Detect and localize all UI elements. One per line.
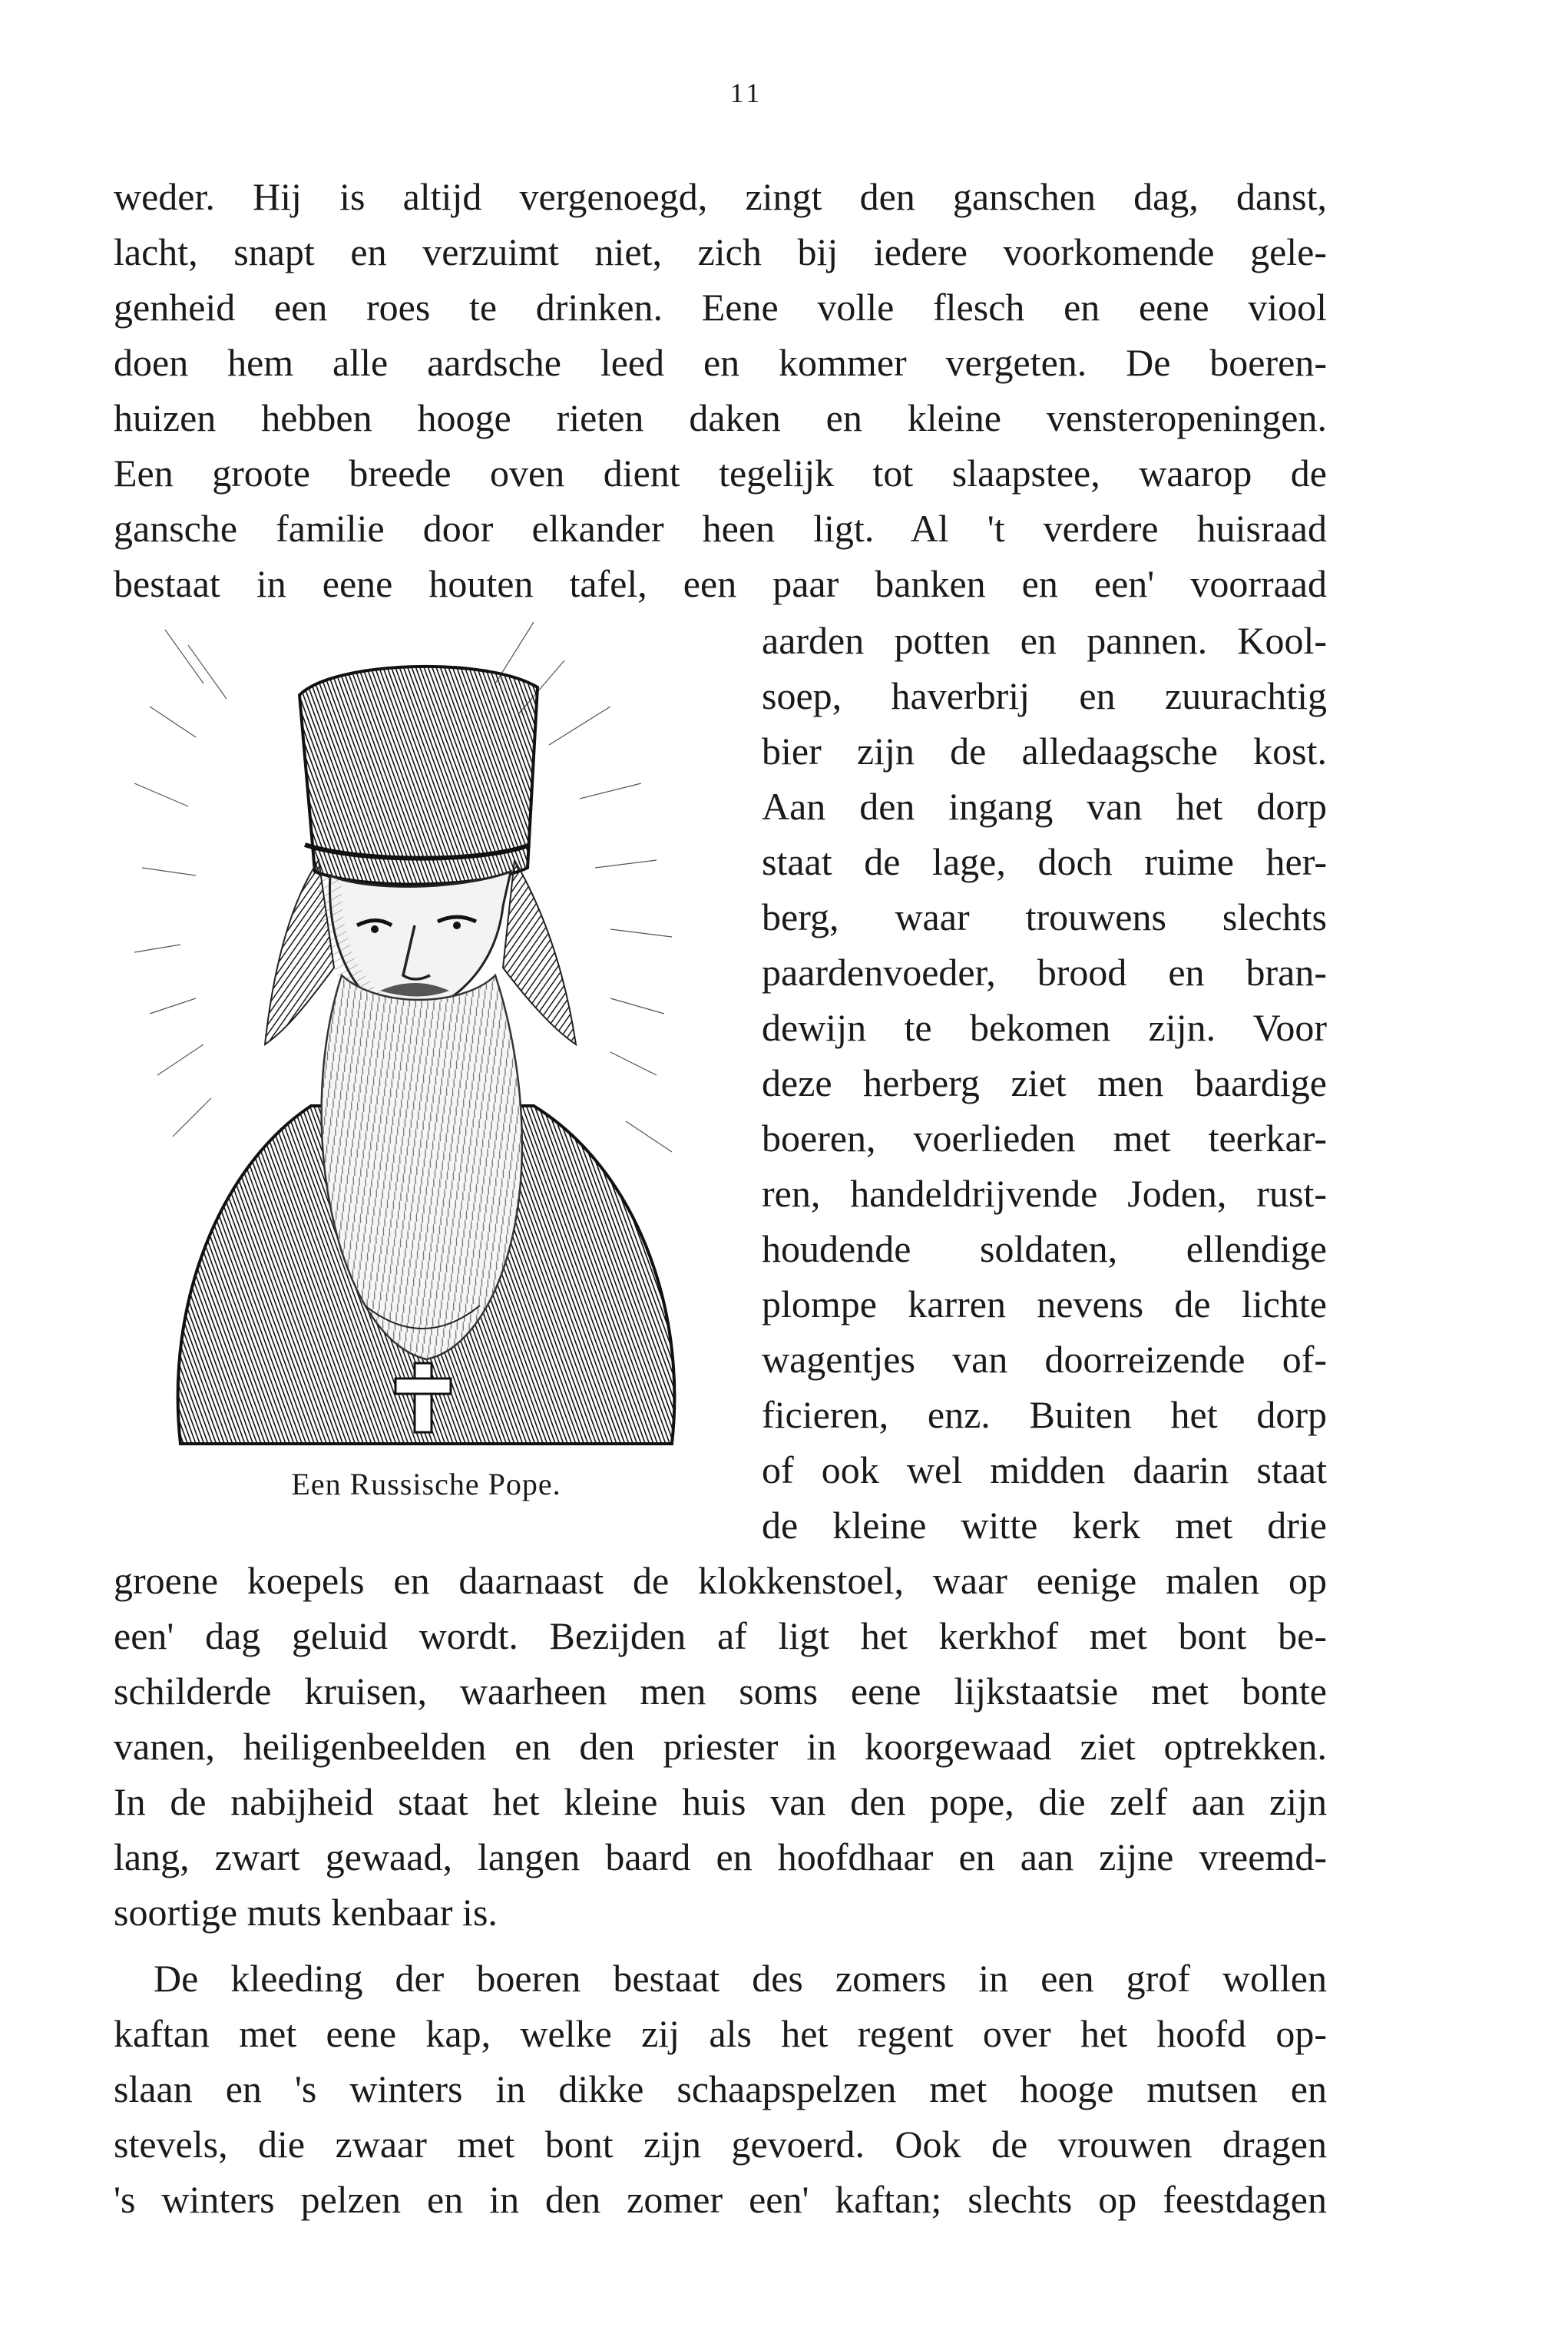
text-line: genheid een roes te drinken. Eene volle flesch en eene viool bbox=[114, 286, 1327, 329]
text-line: slaan en 's winters in dikke schaapspelzen met hooge mutsen en bbox=[114, 2067, 1327, 2110]
text-line: soep, haverbrij en zuurachtig bbox=[762, 674, 1327, 717]
text-line: In de nabijheid staat het kleine huis van den pope, die zelf aan zijn bbox=[114, 1780, 1327, 1823]
text-line: deze herberg ziet men baardige bbox=[762, 1061, 1327, 1104]
text-line: boeren, voerlieden met teerkar- bbox=[762, 1117, 1327, 1160]
text-line: paardenvoeder, brood en bran- bbox=[762, 951, 1327, 994]
text-line: staat de lage, doch ruime her- bbox=[762, 840, 1327, 883]
text-line: stevels, die zwaar met bont zijn gevoerd. Ook de vrouwen dragen bbox=[114, 2123, 1327, 2166]
text-line: berg, waar trouwens slechts bbox=[762, 895, 1327, 938]
page-number: 11 bbox=[729, 78, 763, 108]
text-line: kaftan met eene kap, welke zij als het regent over het hoofd op- bbox=[114, 2012, 1327, 2055]
text-line: plompe karren nevens de lichte bbox=[762, 1282, 1327, 1326]
text-line: bestaat in eene houten tafel, een paar banken en een' voorraad bbox=[114, 562, 1327, 605]
text-line: vanen, heiligenbeelden en den priester in koorgewaad ziet optrekken. bbox=[114, 1725, 1327, 1768]
text-line: soortige muts kenbaar is. bbox=[114, 1891, 498, 1934]
text-line: aarden potten en pannen. Kool- bbox=[762, 619, 1327, 662]
portrait-illustration bbox=[134, 614, 718, 1459]
text-line: groene koepels en daarnaast de klokkenstoel, waar eenige malen op bbox=[114, 1559, 1327, 1602]
text-line: doen hem alle aardsche leed en kommer vergeten. De boeren- bbox=[114, 341, 1327, 384]
text-line: 's winters pelzen en in den zomer een' kaftan; slechts op feestdagen bbox=[114, 2178, 1327, 2221]
figure-caption: Een Russische Pope. bbox=[291, 1467, 561, 1501]
text-line: Een groote breede oven dient tegelijk tot slaapstee, waarop de bbox=[114, 452, 1327, 495]
text-line: bier zijn de alledaagsche kost. bbox=[762, 730, 1327, 773]
text-line: ficieren, enz. Buiten het dorp bbox=[762, 1393, 1327, 1436]
text-line: een' dag geluid wordt. Bezijden af ligt het kerkhof met bont be- bbox=[114, 1614, 1327, 1657]
text-line: de kleine witte kerk met drie bbox=[762, 1504, 1327, 1547]
text-line: huizen hebben hooge rieten daken en kleine vensteropeningen. bbox=[114, 396, 1327, 439]
text-line: dewijn te bekomen zijn. Voor bbox=[762, 1006, 1327, 1049]
text-line: Aan den ingang van het dorp bbox=[762, 785, 1327, 828]
hair-right bbox=[503, 860, 576, 1044]
text-line: De kleeding der boeren bestaat des zomers in een grof wollen bbox=[154, 1957, 1327, 2000]
text-line: lacht, snapt en verzuimt niet, zich bij iedere voorkomende gele- bbox=[114, 230, 1327, 273]
text-line: houdende soldaten, ellendige bbox=[762, 1227, 1327, 1270]
text-line: ren, handeldrijvende Joden, rust- bbox=[762, 1172, 1327, 1215]
text-line: wagentjes van doorreizende of- bbox=[762, 1338, 1327, 1381]
text-line: weder. Hij is altijd vergenoegd, zingt den ganschen dag, danst, bbox=[114, 175, 1327, 218]
text-line: gansche familie door elkander heen ligt. Al 't verdere huisraad bbox=[114, 507, 1327, 550]
text-line: of ook wel midden daarin staat bbox=[762, 1448, 1327, 1491]
text-line: schilderde kruisen, waarheen men soms eene lijkstaatsie met bonte bbox=[114, 1670, 1327, 1713]
text-line: lang, zwart gewaad, langen baard en hoofdhaar en aan zijne vreemd- bbox=[114, 1835, 1327, 1878]
engraving-russian-pope bbox=[134, 614, 718, 1459]
